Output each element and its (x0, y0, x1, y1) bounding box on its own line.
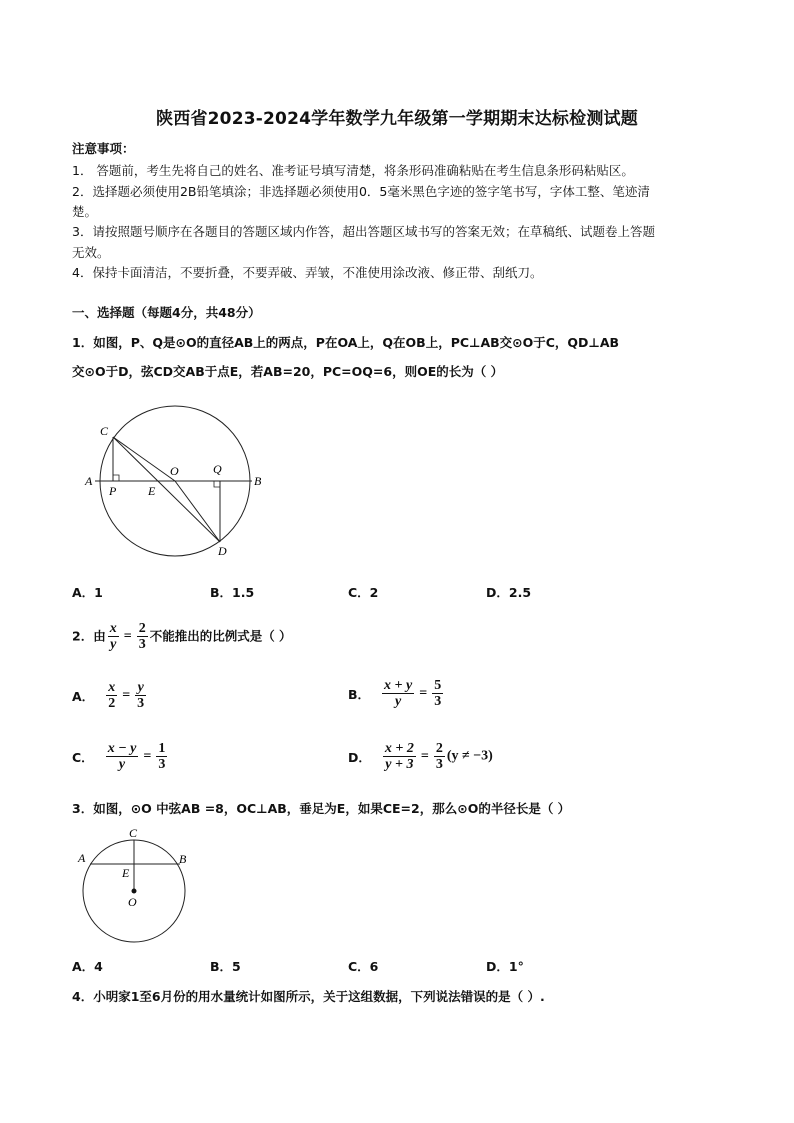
question-1-option-b: B．1.5 (210, 585, 255, 600)
label-e: E (148, 484, 156, 498)
question-2-option-c: C． $\frac{x - y}{y}$ = $\frac{1}{3}$ (72, 741, 166, 772)
question-3-figure (76, 824, 196, 946)
q2-fraction-2-over-3: $\frac{2}{3}$ (138, 621, 146, 652)
label-p: P (109, 484, 117, 498)
section-heading-choice: 一、选择题（每题4分，共48分） (72, 305, 261, 320)
label-e: E (122, 866, 130, 880)
label-a: A (78, 851, 86, 865)
question-2-stem: 2．由 $\frac{x}{y}$ = $\frac{2}{3}$ 不能推出的比例式是（ ） (72, 621, 292, 652)
question-1-figure (80, 395, 270, 570)
q2-fraction-x-over-y: $\frac{x}{y}$ (109, 621, 117, 652)
question-3-option-d: D．1° (486, 959, 524, 974)
notice-item-2-cont: 楚。 (72, 204, 98, 219)
question-3-option-c: C．6 (348, 959, 379, 974)
label-c: C (100, 424, 109, 438)
question-1-option-c: C．2 (348, 585, 379, 600)
label-o: O (128, 895, 137, 909)
notice-item-2: 2．选择题必须使用2B铅笔填涂；非选择题必须使用0．5毫米黑色字迹的签字笔书写，字体工整、笔迹清 (72, 184, 650, 199)
label-q: Q (213, 462, 222, 476)
notice-item-3: 3．请按照题号顺序在各题目的答题区域内作答，超出答题区域书写的答案无效；在草稿纸、试题卷上答题 (72, 224, 655, 239)
segment-co (113, 437, 175, 481)
page-title: 陕西省2023-2024学年数学九年级第一学期期末达标检测试题 (156, 109, 638, 129)
segment-od (175, 481, 220, 542)
question-3-option-b: B．5 (210, 959, 241, 974)
question-1-option-d: D．2.5 (486, 585, 532, 600)
notice-heading: 注意事项： (72, 141, 135, 156)
q2-prefix: 2．由 (72, 628, 106, 644)
question-1-line-1: 1．如图，P、Q是⊙O的直径AB上的两点，P在OA上，Q在OB上，PC⊥AB交⊙O于C，QD⊥AB (72, 335, 620, 350)
label-b: B (254, 474, 262, 488)
notice-item-1: 1． 答题前，考生先将自己的姓名、准考证号填写清楚，将条形码准确粘贴在考生信息条形码粘贴区。 (72, 163, 634, 178)
question-2-option-b: B． $\frac{x + y}{y}$ = $\frac{5}{3}$ (348, 678, 442, 709)
notice-item-4: 4．保持卡面清洁，不要折叠，不要弄破、弄皱，不准使用涂改液、修正带、刮纸刀。 (72, 265, 543, 280)
label-d: D (218, 544, 227, 558)
question-2-option-d: D． $\frac{x + 2}{y + 3}$ = $\frac{2}{3}$ (y ≠ −3) (348, 741, 493, 772)
chord-cd (113, 437, 220, 542)
notice-item-3-cont: 无效。 (72, 245, 110, 260)
label-a: A (85, 474, 93, 488)
label-b: B (179, 852, 187, 866)
question-3-stem: 3．如图，⊙O 中弦AB =8，OC⊥AB，垂足为E，如果CE=2，那么⊙O的半径长是（ ） (72, 801, 571, 816)
label-c: C (129, 826, 138, 840)
right-angle-p (113, 475, 119, 481)
q2-option-d-condition: (y ≠ −3) (446, 748, 493, 764)
question-1-line-2: 交⊙O于D，弦CD交AB于点E，若AB=20，PC=OQ=6，则OE的长为（ ） (72, 364, 504, 379)
question-3-option-a: A．4 (72, 959, 103, 974)
label-o: O (170, 464, 179, 478)
question-1-option-a: A．1 (72, 585, 103, 600)
question-2-option-a: A． $\frac{x}{2}$ = $\frac{y}{3}$ (72, 680, 145, 711)
right-angle-q (214, 481, 220, 487)
center-dot (132, 889, 137, 894)
question-4-stem: 4．小明家1至6月份的用水量统计如图所示，关于这组数据，下列说法错误的是（ ）. (72, 989, 545, 1004)
q2-suffix: 不能推出的比例式是（ ） (149, 628, 292, 644)
